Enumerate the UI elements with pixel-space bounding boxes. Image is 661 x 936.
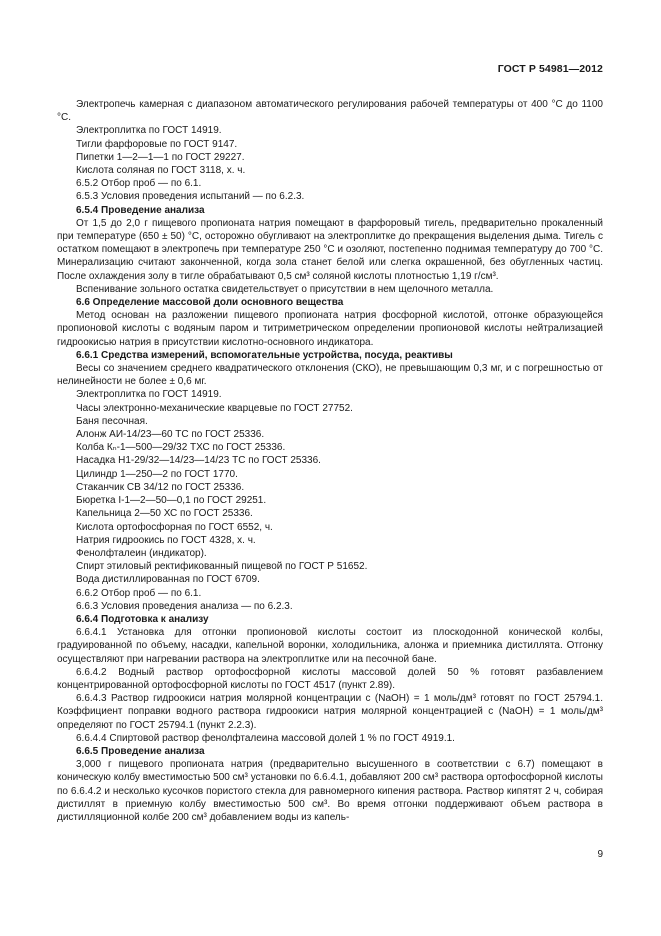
page-body <box>57 98 603 824</box>
document-code: ГОСТ Р 54981—2012 <box>497 63 603 75</box>
paragraph: 6.6.4.4 Спиртовой раствор фенолфталеина массовой долей 1 % по ГОСТ 4919.1. <box>76 732 455 744</box>
paragraph: Насадка Н1-29/32—14/23—14/23 ТС по ГОСТ 25336. <box>76 455 321 467</box>
paragraph: Метод основан на разложении пищевого пропионата натрия фосфорной кислотой, отгонке образующейся пропионовой кислоты с водяным паром и титриметрическом определении пропионовой кислоты нейтрализацией гидроокисью натрия в присутствии кислотно-основного индикатора. <box>57 310 603 348</box>
paragraph: 6.6.2 Отбор проб — по 6.1. <box>76 587 202 599</box>
section-heading: 6.6.4 Подготовка к анализу <box>76 613 209 625</box>
paragraph: Натрия гидроокись по ГОСТ 4328, х. ч. <box>76 534 256 546</box>
paragraph: 3,000 г пищевого пропионата натрия (предварительно высушенного в соответствии с 6.7) помещают в коническую колбу вместимостью 500 см³ установки по 6.6.4.1, добавляют 200 см³ раствора ортофосфорной кислоты по 6.6.4.2 и несколько кусочков пористого стекла для равномерного кипения раствора. Раствор кипятят 2 ч, собирая дистиллят в приемную колбу вместимостью 500 см³. Во время отгонки поддерживают объем раствора в дистилляционной колбе 200 см³ добавлением воды из капель- <box>57 759 603 823</box>
paragraph: Алонж АИ-14/23—60 ТС по ГОСТ 25336. <box>76 429 265 441</box>
paragraph: Цилиндр 1—250—2 по ГОСТ 1770. <box>76 468 238 480</box>
paragraph: 6.6.4.3 Раствор гидроокиси натрия молярной концентрации с (NaOH) = 1 моль/дм³ готовят по ГОСТ 25794.1. Коэффициент поправки водного раствора гидроокиси натрия молярной концентрацией с (NaOH) = 1 моль/дм³ определяют по ГОСТ 25794.1 (пункт 2.2.3). <box>57 693 603 731</box>
paragraph: 6.5.3 Условия проведения испытаний — по 6.2.3. <box>76 191 305 203</box>
paragraph: Электропечь камерная с диапазоном автоматического регулирования рабочей температуры от 400 °С до 1100 °С. <box>57 99 603 124</box>
paragraph: Весы со значением среднего квадратического отклонения (СКО), не превышающим 0,3 мг, и с погрешностью от нелинейности не более ± 0,6 мг. <box>57 363 603 388</box>
paragraph: Часы электронно-механические кварцевые по ГОСТ 27752. <box>76 402 353 414</box>
paragraph: Кислота соляная по ГОСТ 3118, х. ч. <box>76 165 246 177</box>
section-heading: 6.6.5 Проведение анализа <box>76 745 205 757</box>
paragraph: 6.6.4.2 Водный раствор ортофосфорной кислоты массовой долей 50 % готовят разбавлением концентрированной ортофосфорной кислоты по ГОСТ 4517 (пункт 2.89). <box>57 666 603 691</box>
paragraph: 6.5.2 Отбор проб — по 6.1. <box>76 178 202 190</box>
paragraph: Электроплитка по ГОСТ 14919. <box>76 125 222 137</box>
paragraph: Вспенивание зольного остатка свидетельствует о присутствии в нем щелочного металла. <box>76 283 494 295</box>
paragraph: Кислота ортофосфорная по ГОСТ 6552, ч. <box>76 521 273 533</box>
paragraph: Колба Кₙ-1—500—29/32 ТХС по ГОСТ 25336. <box>76 442 286 454</box>
paragraph: Фенолфталеин (индикатор). <box>76 547 207 559</box>
paragraph: Бюретка I-1—2—50—0,1 по ГОСТ 29251. <box>76 495 267 507</box>
section-heading: 6.6 Определение массовой доли основного вещества <box>76 297 344 309</box>
paragraph: Электроплитка по ГОСТ 14919. <box>76 389 222 401</box>
paragraph: 6.6.3 Условия проведения анализа — по 6.2.3. <box>76 600 293 612</box>
paragraph: Пипетки 1—2—1—1 по ГОСТ 29227. <box>76 151 245 163</box>
paragraph: Капельница 2—50 ХС по ГОСТ 25336. <box>76 508 253 520</box>
section-heading: 6.6.1 Средства измерений, вспомогательные устройства, посуда, реактивы <box>76 349 453 361</box>
paragraph: Спирт этиловый ректификованный пищевой по ГОСТ Р 51652. <box>76 561 368 573</box>
section-heading: 6.5.4 Проведение анализа <box>76 204 205 216</box>
paragraph: От 1,5 до 2,0 г пищевого пропионата натрия помещают в фарфоровый тигель, предварительно прокаленный при температуре (650 ± 50) °С, осторожно обугливают на электроплитке до прекращения выделения дыма. Тигель с остатком помещают в электропечь при температуре 250 °С и озоляют, постепенно поднимая температуру до 700 °С. Минерализацию считают законченной, когда зола станет белой или слегка окрашенной, без обугленных частиц. После охлаждения золу в тигле обрабатывают 0,5 см³ соляной кислоты плотностью 1,19 г/см³. <box>57 217 603 282</box>
paragraph: Баня песочная. <box>76 415 148 427</box>
paragraph: Стаканчик СВ 34/12 по ГОСТ 25336. <box>76 481 245 493</box>
page-number: 9 <box>597 849 603 860</box>
paragraph: 6.6.4.1 Установка для отгонки пропионовой кислоты состоит из плоскодонной конической колбы, градуированной по объему, насадки, капельной воронки, холодильника, алонжа и приемника дистиллята. Отгонку осуществляют при нагревании раствора на электроплитке или на песочной бане. <box>57 627 603 665</box>
paragraph: Тигли фарфоровые по ГОСТ 9147. <box>76 138 238 150</box>
paragraph: Вода дистиллированная по ГОСТ 6709. <box>76 574 260 586</box>
